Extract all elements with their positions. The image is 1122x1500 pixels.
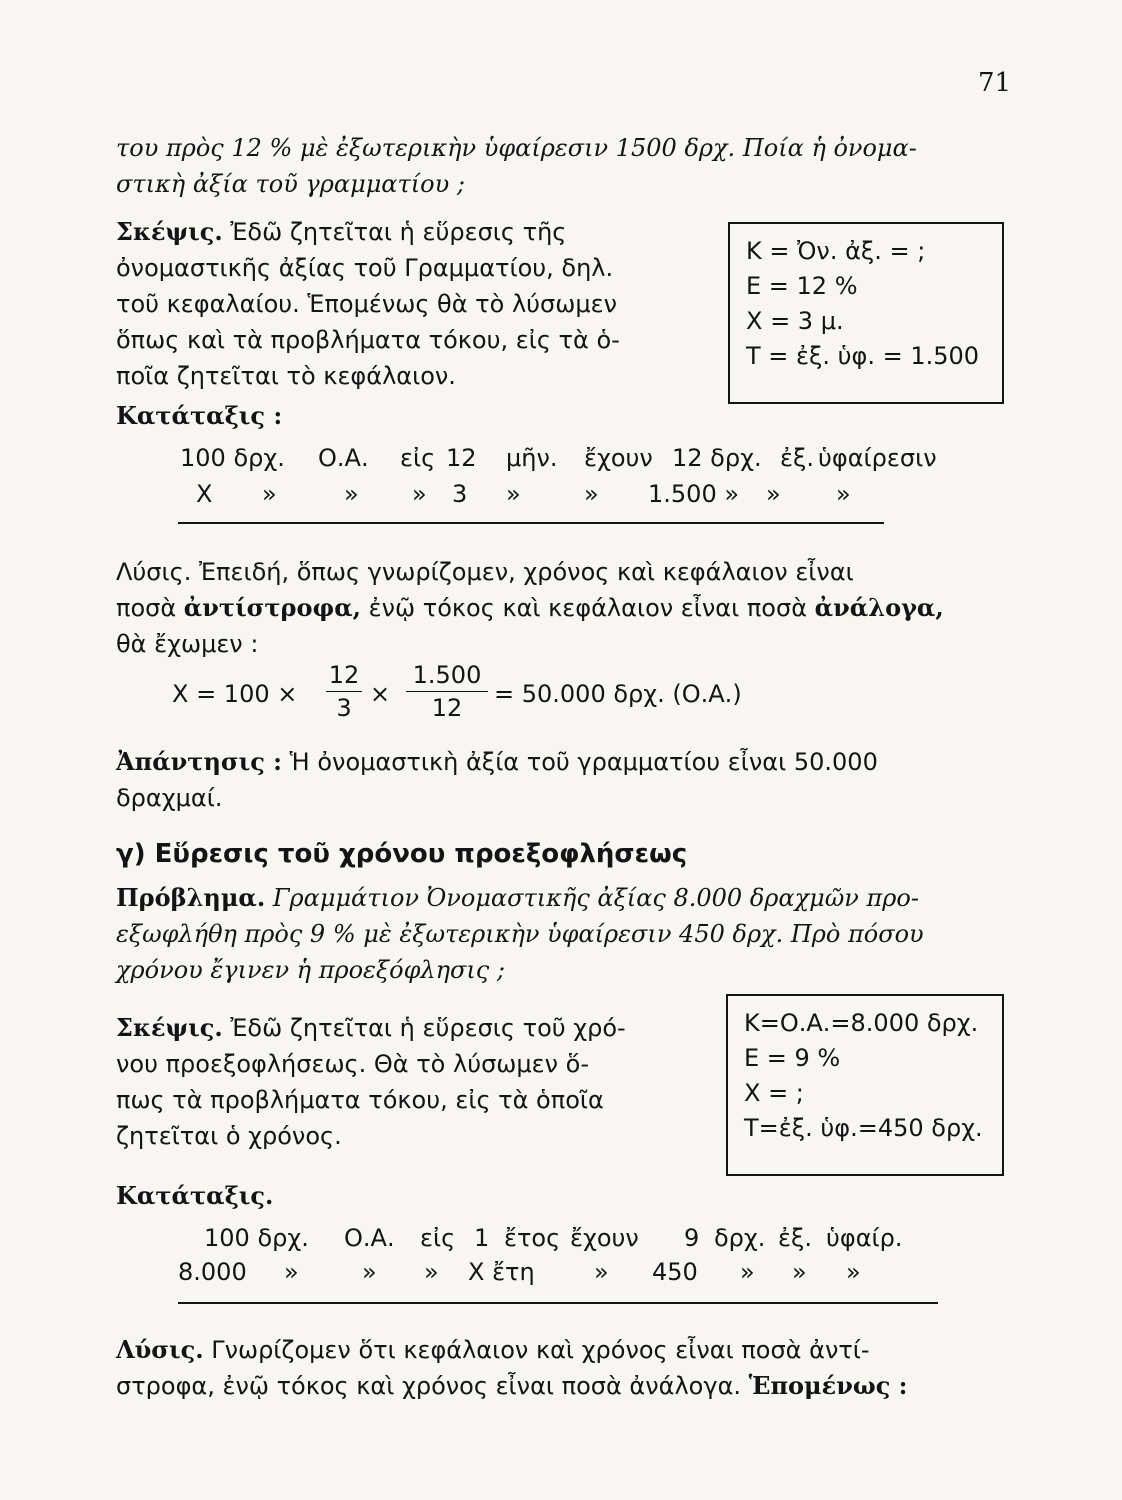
arr1-r2-c3: » (344, 480, 359, 508)
formula1-rhs: = 50.000 δρχ. (Ο.Α.) (494, 680, 742, 708)
thought2-line-4: ζητεῖται ὁ χρόνος. (116, 1122, 342, 1150)
arr2-r1-c5: ἔτος (504, 1224, 561, 1252)
arr2-r2-c7: 450 (652, 1258, 698, 1286)
formula1-f1-numerator: 12 (328, 661, 360, 689)
thought1-line-3: τοῦ κεφαλαίου. Ἑπομένως θὰ τὸ λύσωμεν (116, 290, 617, 318)
solution1-line-2 (116, 590, 944, 626)
answer1-text-1: Ἡ ὀνομαστικὴ ἀξία τοῦ γραμματίου εἶναι 50.000 (282, 748, 878, 776)
box2-discount: T=ἐξ. ὑφ.=450 δρχ. (744, 1114, 983, 1142)
thought2-line-1 (116, 1010, 626, 1046)
arr2-r2-c9: » (792, 1258, 807, 1286)
formula1-f2-bar (406, 691, 488, 692)
box1-time: X = 3 μ. (746, 307, 844, 335)
arr1-r1-c5: μῆν. (506, 444, 558, 472)
box1-discount: T = ἐξ. ὑφ. = 1.500 (746, 342, 980, 370)
thought2-label: Σκέψις. (116, 1013, 223, 1042)
solution2-line-2 (116, 1368, 908, 1404)
arr1-r2-c2: » (262, 480, 277, 508)
box2-time: X = ; (744, 1079, 804, 1107)
arr1-r2-c8: 1.500 » (648, 480, 740, 508)
formula1-lhs: X = 100 × (172, 680, 298, 708)
formula1-f1-bar (326, 691, 362, 692)
arr1-r2-c10: » (836, 480, 851, 508)
arr2-r2-c5: X ἔτη (468, 1258, 535, 1286)
problem2-line-1 (116, 880, 919, 916)
solution1-line-1: Λύσις. Ἐπειδή, ὅπως γνωρίζομεν, χρόνος καὶ κεφάλαιον εἶναι (116, 558, 854, 586)
arr1-r2-c5: 3 (452, 480, 468, 508)
solution1-line-3: θὰ ἔχωμεν : (116, 630, 259, 658)
page-number: 71 (978, 68, 1012, 98)
arr2-r2-c6: » (594, 1258, 609, 1286)
given-values-box-2 (726, 994, 1004, 1176)
box1-rate: E = 12 % (746, 272, 858, 300)
problem2-text-1: Γραμμάτιον Ὀνομαστικῆς ἀξίας 8.000 δραχμῶν προ- (265, 884, 919, 912)
answer1-line-2: δραχμαί. (116, 784, 223, 812)
given-values-box-1 (728, 222, 1004, 404)
arr2-r2-c8: » (740, 1258, 755, 1286)
box1-capital: K = Ὀν. ἀξ. = ; (746, 237, 926, 265)
answer1-line-1 (116, 744, 878, 780)
thought1-line-2: ὀνομαστικῆς ἀξίας τοῦ Γραμματίου, δηλ. (116, 254, 614, 282)
arr1-r1-c8: ἐξ. (780, 444, 814, 472)
thought1-line-5: ποῖα ζητεῖται τὸ κεφάλαιον. (116, 362, 456, 390)
formula1-fraction-2 (406, 660, 488, 723)
arr2-r1-c10: ὑφαίρ. (826, 1224, 903, 1252)
arr2-r1-c6: ἔχουν (570, 1224, 639, 1252)
thought2-text-1: Ἐδῶ ζητεῖται ἡ εὕρεσις τοῦ χρό- (222, 1014, 626, 1042)
arr1-r2-c9: » (766, 480, 781, 508)
arrangement1-rule (178, 522, 884, 524)
arr2-r1-c4: 1 (474, 1224, 490, 1252)
thought2-line-2: νου προεξοφλήσεως. Θὰ τὸ λύσωμεν ὅ- (116, 1050, 590, 1078)
arr1-r2-c7: » (584, 480, 599, 508)
answer1-label: Ἀπάντησις : (116, 747, 283, 776)
arr1-r2-c1: X (196, 480, 213, 508)
arr1-r1-c1: 100 δρχ. (180, 444, 285, 472)
formula1-f2-numerator: 1.500 (412, 661, 482, 689)
arr1-r2-c4: » (412, 480, 427, 508)
intro-line-1: του πρὸς 12 % μὲ ἐξωτερικὴν ὑφαίρεσιν 1500 δρχ. Ποία ἡ ὀνομα- (116, 134, 917, 162)
solution1-proportional: ἀνάλογα, (814, 593, 944, 622)
arr2-r1-c8: δρχ. (714, 1224, 766, 1252)
arr2-r2-c2: » (284, 1258, 299, 1286)
arr1-r2-c6: » (506, 480, 521, 508)
solution1-text-c: ἐνῷ τόκος καὶ κεφάλαιον εἶναι ποσὰ (361, 594, 815, 622)
arr2-r1-c9: ἐξ. (778, 1224, 812, 1252)
box2-capital: K=Ο.Α.=8.000 δρχ. (744, 1009, 979, 1037)
solution2-text-1: Γνωρίζομεν ὅτι κεφάλαιον καὶ χρόνος εἶναι ποσὰ ἀντί- (203, 1336, 870, 1364)
arr2-r1-c7: 9 (684, 1224, 700, 1252)
arrangement2-rule (178, 1302, 938, 1304)
arrangement2-label: Κατάταξις. (116, 1181, 274, 1210)
arr2-r2-c10: » (846, 1258, 861, 1286)
arr2-r1-c1: 100 δρχ. (204, 1224, 309, 1252)
arr2-r2-c4: » (424, 1258, 439, 1286)
formula1-fraction-1 (326, 660, 362, 723)
section-heading: γ) Εὕρεσις τοῦ χρόνου προεξοφλήσεως (116, 839, 688, 869)
arr2-r2-c1: 8.000 (178, 1258, 247, 1286)
arr1-r1-c4: 12 (446, 444, 477, 472)
arr2-r2-c3: » (362, 1258, 377, 1286)
thought1-line-4: ὅπως καὶ τὰ προβλήματα τόκου, εἰς τὰ ὁ- (116, 326, 620, 354)
problem2-label: Πρόβλημα. (116, 883, 266, 912)
thought1-label: Σκέψις. (116, 217, 223, 246)
arr1-r1-c6: ἔχουν (584, 444, 653, 472)
solution2-text-2: στροφα, ἐνῷ τόκος καὶ χρόνος εἶναι ποσὰ ἀνάλογα. (116, 1372, 749, 1400)
formula1-times: × (370, 680, 391, 708)
thought1-line-1 (116, 214, 566, 250)
arr1-r1-c3: εἰς (400, 444, 436, 472)
formula1-f2-denominator: 12 (431, 694, 463, 722)
problem2-line-3: χρόνου ἔγινεν ἡ προεξόφλησις ; (116, 956, 505, 984)
solution2-label: Λύσις. (116, 1335, 204, 1364)
thought1-text-1: Ἐδῶ ζητεῖται ἡ εὕρεσις τῆς (222, 218, 567, 246)
box2-rate: E = 9 % (744, 1044, 841, 1072)
thought2-line-3: πως τὰ προβλήματα τόκου, εἰς τὰ ὁποῖα (116, 1086, 604, 1114)
solution1-text-a: ποσὰ (116, 594, 184, 622)
arr1-r1-c2: Ο.Α. (318, 444, 369, 472)
intro-line-2: στικὴ ἀξία τοῦ γραμματίου ; (116, 170, 465, 198)
problem2-line-2: εξωφλήθη πρὸς 9 % μὲ ἐξωτερικὴν ὑφαίρεσιν 450 δρχ. Πρὸ πόσου (116, 920, 924, 948)
solution2-therefore: Ἑπομένως : (748, 1371, 908, 1400)
arr2-r1-c2: Ο.Α. (344, 1224, 395, 1252)
solution1-inverse: ἀντίστροφα, (183, 593, 362, 622)
arr1-r1-c9: ὑφαίρεσιν (818, 444, 937, 472)
formula1-f1-denominator: 3 (336, 694, 352, 722)
arrangement1-label: Κατάταξις : (116, 401, 283, 430)
arr2-r1-c3: εἰς (420, 1224, 456, 1252)
arr1-r1-c7: 12 δρχ. (672, 444, 762, 472)
solution2-line-1 (116, 1332, 870, 1368)
